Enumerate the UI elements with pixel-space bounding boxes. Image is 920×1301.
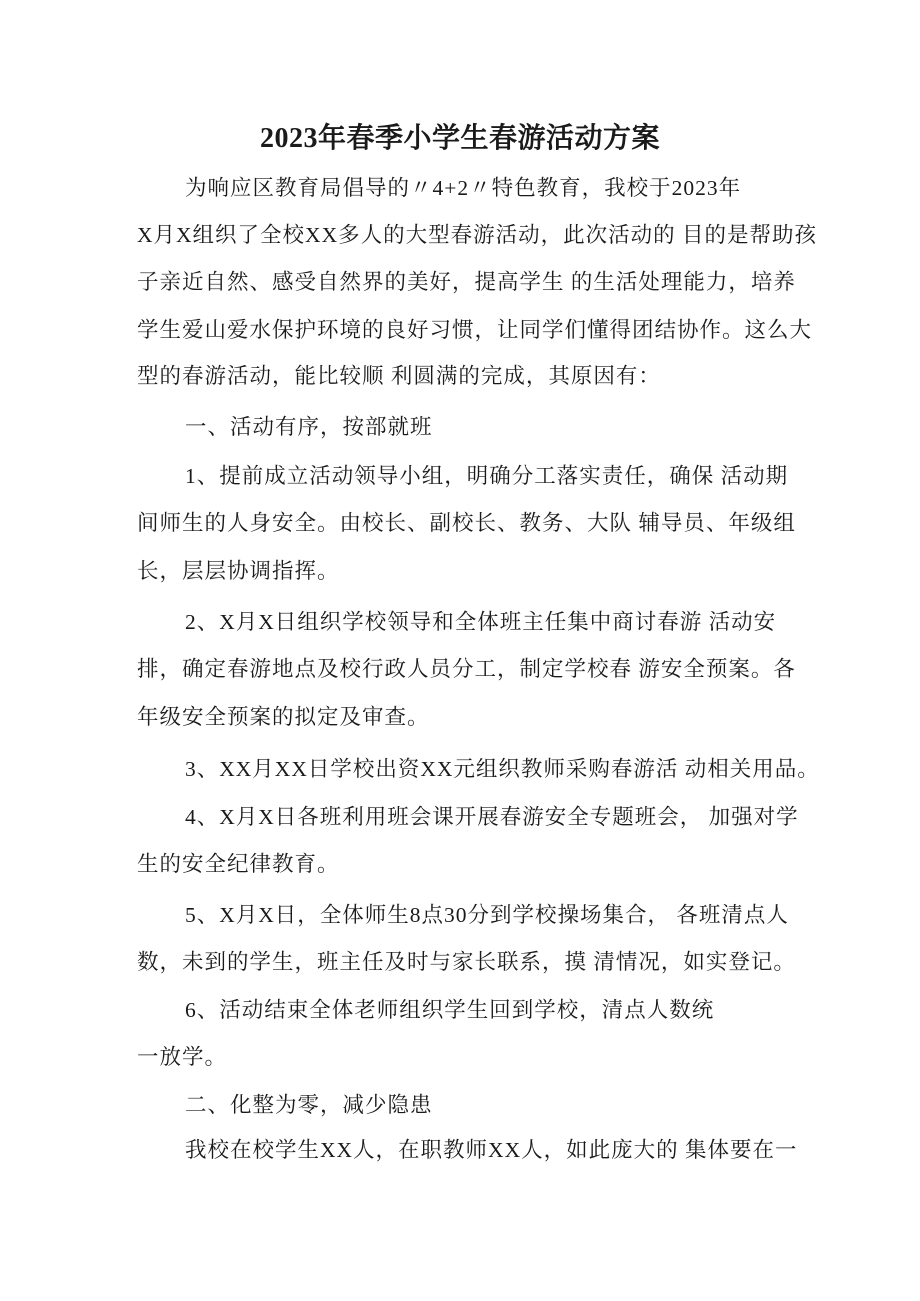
paragraph-line: 排，确定春游地点及校行政人员分工，制定学校春 游安全预案。各 <box>137 657 796 681</box>
document-title: 2023年春季小学生春游活动方案 <box>259 123 660 154</box>
paragraph-line: 6、活动结束全体老师组织学生回到学校，清点人数统 <box>185 998 715 1022</box>
paragraph-line: 年级安全预案的拟定及审查。 <box>137 705 430 729</box>
paragraph-line: 3、XX月XX日学校出资XX元组织教师采购春游活 动相关用品。 <box>185 757 820 781</box>
paragraph-line: 4、X月X日各班利用班会课开展春游安全专题班会， 加强对学 <box>185 805 799 829</box>
paragraph-line: 为响应区教育局倡导的〃4+2〃特色教育，我校于2023年 <box>185 176 742 200</box>
paragraph-line: 学生爱山爱水保护环境的良好习惯，让同学们懂得团结协作。这么大 <box>137 318 813 342</box>
section-heading: 二、化整为零，减少隐患 <box>185 1093 433 1117</box>
paragraph-line: 长，层层协调指挥。 <box>137 559 340 583</box>
paragraph-line: 间师生的人身安全。由校长、副校长、教务、大队 辅导员、年级组 <box>137 511 796 535</box>
paragraph-line: 一放学。 <box>137 1045 228 1069</box>
section-heading: 一、活动有序，按部就班 <box>185 415 433 439</box>
paragraph-line: X月X组织了全校XX多人的大型春游活动，此次活动的 目的是帮助孩 <box>137 223 817 247</box>
paragraph-line: 5、X月X日，全体师生8点30分到学校操场集合， 各班清点人 <box>185 903 789 927</box>
paragraph-line: 型的春游活动，能比较顺 利圆满的完成，其原因有： <box>137 364 661 388</box>
paragraph-line: 2、X月X日组织学校领导和全体班主任集中商讨春游 活动安 <box>185 610 777 634</box>
paragraph-line: 我校在校学生XX人，在职教师XX人，如此庞大的 集体要在一 <box>185 1138 798 1162</box>
paragraph-line: 1、提前成立活动领导小组，明确分工落实责任，确保 活动期 <box>185 464 789 488</box>
paragraph-line: 子亲近自然、感受自然界的美好，提高学生 的生活处理能力，培养 <box>137 270 796 294</box>
paragraph-line: 数，未到的学生，班主任及时与家长联系，摸 清情况，如实登记。 <box>137 950 796 974</box>
paragraph-line: 生的安全纪律教育。 <box>137 852 340 876</box>
